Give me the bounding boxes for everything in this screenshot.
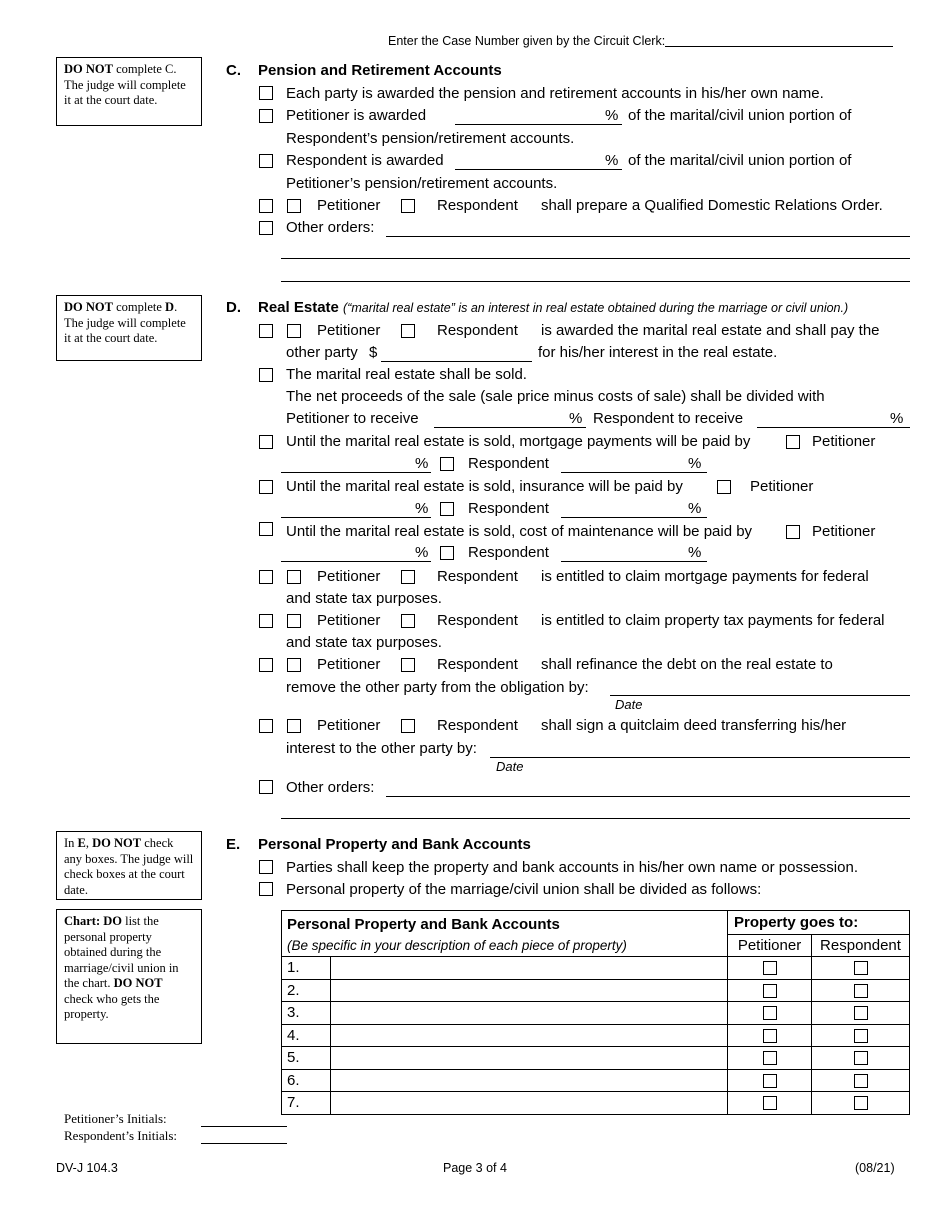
d-item8-text: shall refinance the debt on the real estate to (541, 656, 833, 673)
d-item4-petitioner-percent-field[interactable] (281, 517, 431, 518)
petitioner-checkbox[interactable] (763, 1006, 777, 1020)
c-other-orders-checkbox[interactable] (259, 221, 273, 235)
row-number: 1. (282, 957, 331, 980)
d-item8-checkbox[interactable] (259, 658, 273, 672)
property-description-field[interactable] (330, 1092, 727, 1115)
table-row (282, 1092, 910, 1115)
table-row (282, 1069, 910, 1092)
d-item4-respondent-checkbox[interactable] (440, 502, 454, 516)
d-item3-text: Until the marital real estate is sold, mortgage payments will be paid by (286, 433, 751, 450)
d-item3-checkbox[interactable] (259, 435, 273, 449)
d-other-orders-checkbox[interactable] (259, 780, 273, 794)
c-other-orders-label: Other orders: (286, 219, 375, 236)
d-item2-respondent-receive: Respondent to receive (593, 410, 744, 427)
respondent-label: Respondent (437, 612, 518, 629)
d-item4-text: Until the marital real estate is sold, insurance will be paid by (286, 478, 683, 495)
respondent-cell (812, 1024, 910, 1047)
c-item4-respondent-checkbox[interactable] (401, 199, 415, 213)
section-e-title: Personal Property and Bank Accounts (258, 836, 531, 853)
d-item8-respondent-checkbox[interactable] (401, 658, 415, 672)
page-number: Page 3 of 4 (443, 1161, 507, 1175)
row-number: 4. (282, 1024, 331, 1047)
respondent-label: Respondent (468, 500, 549, 517)
d-item5-petitioner-checkbox[interactable] (786, 525, 800, 539)
d-item6-respondent-checkbox[interactable] (401, 570, 415, 584)
d-item1-respondent-checkbox[interactable] (401, 324, 415, 338)
c-item2-label: Petitioner is awarded (286, 107, 427, 124)
c-other-orders-field[interactable] (386, 236, 910, 237)
property-description-field[interactable] (330, 957, 727, 980)
respondent-checkbox[interactable] (854, 1029, 868, 1043)
respondent-label: Respondent (468, 544, 549, 561)
petitioner-label: Petitioner (750, 478, 814, 495)
d-item2-petitioner-receive: Petitioner to receive (286, 410, 419, 427)
case-number-label: Enter the Case Number given by the Circuit Clerk: (388, 34, 666, 48)
table-header-row (282, 911, 910, 935)
petitioner-label: Petitioner (317, 656, 381, 673)
property-description-field[interactable] (330, 1047, 727, 1070)
d-item1-petitioner-checkbox[interactable] (287, 324, 301, 338)
petitioner-label: Petitioner (317, 197, 381, 214)
section-d-letter: D. (226, 299, 241, 316)
petitioner-cell (728, 1024, 812, 1047)
respondent-label: Respondent (468, 455, 549, 472)
respondent-checkbox[interactable] (854, 1051, 868, 1065)
d-item3-respondent-percent-field[interactable] (561, 472, 707, 473)
d-item2-checkbox[interactable] (259, 368, 273, 382)
e-item2-checkbox[interactable] (259, 882, 273, 896)
note-section-c: DO NOT complete C. The judge will complete it at the court date. (56, 57, 202, 126)
d-item1-text: is awarded the marital real estate and shall pay the (541, 322, 880, 339)
percent-sign: % (688, 455, 702, 472)
c-item2-percent-field[interactable] (455, 124, 622, 125)
d-item6-checkbox[interactable] (259, 570, 273, 584)
note-section-e: In E, DO NOT check any boxes. The judge will check boxes at the court date. (56, 831, 202, 900)
petitioner-label: Petitioner (317, 568, 381, 585)
petitioner-cell (728, 1069, 812, 1092)
respondent-label: Respondent (437, 197, 518, 214)
percent-sign: % (688, 544, 702, 561)
d-item9-petitioner-checkbox[interactable] (287, 719, 301, 733)
petitioner-cell (728, 979, 812, 1002)
d-other-orders-label: Other orders: (286, 779, 375, 796)
d-item7-text: is entitled to claim property tax payments for federal (541, 612, 885, 629)
percent-sign: % (415, 455, 429, 472)
d-item5-respondent-percent-field[interactable] (561, 561, 707, 562)
percent-sign: % (688, 500, 702, 517)
respondent-cell (812, 979, 910, 1002)
section-c-title: Pension and Retirement Accounts (258, 62, 502, 79)
respondent-cell (812, 1092, 910, 1115)
c-item3-label: Respondent is awarded (286, 152, 444, 169)
d-item5-petitioner-percent-field[interactable] (281, 561, 431, 562)
c-item1-text: Each party is awarded the pension and retirement accounts in his/her own name. (286, 85, 824, 102)
c-item3-text-cont: Petitioner’s pension/retirement accounts. (286, 175, 558, 192)
note-section-d: DO NOT complete D. The judge will complete it at the court date. (56, 295, 202, 361)
respondent-initials-field[interactable] (201, 1143, 287, 1144)
c-item1-checkbox[interactable] (259, 86, 273, 100)
percent-sign: % (605, 107, 619, 124)
respondent-checkbox[interactable] (854, 1096, 868, 1110)
respondent-cell (812, 1069, 910, 1092)
respondent-cell (812, 1002, 910, 1025)
respondent-cell (812, 1047, 910, 1070)
petitioner-checkbox[interactable] (763, 1029, 777, 1043)
property-table (281, 910, 910, 1115)
note-chart: Chart: DO list the personal property obtained during the marriage/civil union in the chart. DO NOT check who gets the property. (56, 909, 202, 1044)
date-label: Date (615, 697, 643, 712)
form-number: DV-J 104.3 (56, 1161, 118, 1175)
d-item5-text: Until the marital real estate is sold, cost of maintenance will be paid by (286, 523, 753, 540)
row-number: 6. (282, 1069, 331, 1092)
respondent-checkbox[interactable] (854, 1006, 868, 1020)
c-item4-checkbox[interactable] (259, 199, 273, 213)
petitioner-checkbox[interactable] (763, 1074, 777, 1088)
d-other-orders-field-2[interactable] (281, 818, 910, 819)
petitioner-checkbox[interactable] (763, 961, 777, 975)
c-item3-text: of the marital/civil union portion of (628, 152, 852, 169)
property-description-field[interactable] (330, 1024, 727, 1047)
d-item2-text: The marital real estate shall be sold. (286, 366, 527, 383)
e-item2-text: Personal property of the marriage/civil union shall be divided as follows: (286, 881, 762, 898)
respondent-label: Respondent (437, 322, 518, 339)
respondent-checkbox[interactable] (854, 961, 868, 975)
d-item9-text: shall sign a quitclaim deed transferring his/her (541, 717, 847, 734)
petitioner-label: Petitioner (812, 433, 876, 450)
petitioner-cell (728, 1092, 812, 1115)
property-description-field[interactable] (330, 979, 727, 1002)
petitioner-label: Petitioner (317, 717, 381, 734)
table-header: Personal Property and Bank Accounts (282, 911, 728, 935)
d-item4-petitioner-checkbox[interactable] (717, 480, 731, 494)
d-item2-respondent-percent-field[interactable] (757, 427, 910, 428)
d-item5-respondent-checkbox[interactable] (440, 546, 454, 560)
section-e-letter: E. (226, 836, 241, 853)
d-item6-text-b: and state tax purposes. (286, 590, 442, 607)
d-item9-respondent-checkbox[interactable] (401, 719, 415, 733)
d-item3-petitioner-percent-field[interactable] (281, 472, 431, 473)
c-item4-text: shall prepare a Qualified Domestic Relations Order. (541, 197, 883, 214)
respondent-column-header: Respondent (812, 934, 910, 957)
row-number: 3. (282, 1002, 331, 1025)
table-row (282, 1024, 910, 1047)
petitioner-checkbox[interactable] (763, 1096, 777, 1110)
respondent-label: Respondent (437, 568, 518, 585)
d-item9-checkbox[interactable] (259, 719, 273, 733)
table-row (282, 957, 910, 980)
table-row (282, 1002, 910, 1025)
d-other-orders-field[interactable] (386, 796, 910, 797)
table-subheader: (Be specific in your description of each piece of property) (282, 934, 728, 957)
dollar-sign: $ (369, 344, 378, 361)
petitioner-initials-field[interactable] (201, 1126, 287, 1127)
respondent-checkbox[interactable] (854, 1074, 868, 1088)
d-item3-respondent-checkbox[interactable] (440, 457, 454, 471)
petitioner-cell (728, 957, 812, 980)
d-item4-respondent-percent-field[interactable] (561, 517, 707, 518)
row-number: 5. (282, 1047, 331, 1070)
c-item2-text-cont: Respondent’s pension/retirement accounts. (286, 130, 575, 147)
respondent-checkbox[interactable] (854, 984, 868, 998)
petitioner-label: Petitioner (812, 523, 876, 540)
percent-sign: % (415, 500, 429, 517)
e-item1-text: Parties shall keep the property and bank accounts in his/her own name or possession. (286, 859, 858, 876)
petitioner-label: Petitioner (317, 322, 381, 339)
section-c-letter: C. (226, 62, 241, 79)
property-description-field[interactable] (330, 1069, 727, 1092)
property-goes-to-header: Property goes to: (728, 911, 910, 935)
c-item3-percent-field[interactable] (455, 169, 622, 170)
petitioner-checkbox[interactable] (763, 984, 777, 998)
d-item1-checkbox[interactable] (259, 324, 273, 338)
respondent-cell (812, 957, 910, 980)
d-item4-checkbox[interactable] (259, 480, 273, 494)
c-item2-text: of the marital/civil union portion of (628, 107, 852, 124)
case-number-field[interactable] (665, 46, 893, 47)
c-other-orders-field-2[interactable] (281, 258, 910, 259)
c-item2-checkbox[interactable] (259, 109, 273, 123)
d-item8-text-b: remove the other party from the obligation by: (286, 679, 589, 696)
table-subheader-row (282, 934, 910, 957)
d-item1-text-c: for his/her interest in the real estate. (538, 344, 778, 361)
d-item5-checkbox[interactable] (259, 522, 273, 536)
d-item7-respondent-checkbox[interactable] (401, 614, 415, 628)
d-item7-text-b: and state tax purposes. (286, 634, 442, 651)
d-item2-petitioner-percent-field[interactable] (434, 427, 586, 428)
d-item9-date-field[interactable] (490, 757, 910, 758)
petitioner-checkbox[interactable] (763, 1051, 777, 1065)
d-item6-text: is entitled to claim mortgage payments for federal (541, 568, 869, 585)
d-item1-amount-field[interactable] (381, 361, 532, 362)
petitioner-initials-label: Petitioner’s Initials: (64, 1111, 167, 1126)
revision-date: (08/21) (855, 1161, 895, 1175)
d-item1-text-b: other party (286, 344, 358, 361)
percent-sign: % (605, 152, 619, 169)
property-description-field[interactable] (330, 1002, 727, 1025)
percent-sign: % (890, 410, 904, 427)
c-other-orders-field-3[interactable] (281, 281, 910, 282)
row-number: 2. (282, 979, 331, 1002)
date-label: Date (496, 759, 524, 774)
d-item2-text-b: The net proceeds of the sale (sale price minus costs of sale) shall be divided with (286, 388, 825, 405)
table-row (282, 1047, 910, 1070)
d-item3-petitioner-checkbox[interactable] (786, 435, 800, 449)
respondent-label: Respondent (437, 656, 518, 673)
d-item8-date-field[interactable] (610, 695, 910, 696)
d-item6-petitioner-checkbox[interactable] (287, 570, 301, 584)
section-d-title-row: Real Estate (“marital real estate” is an interest in real estate obtained during the marriage or civil union.) (258, 299, 849, 316)
petitioner-column-header: Petitioner (728, 934, 812, 957)
d-item8-petitioner-checkbox[interactable] (287, 658, 301, 672)
petitioner-cell (728, 1002, 812, 1025)
row-number: 7. (282, 1092, 331, 1115)
c-item3-checkbox[interactable] (259, 154, 273, 168)
d-item7-checkbox[interactable] (259, 614, 273, 628)
petitioner-label: Petitioner (317, 612, 381, 629)
percent-sign: % (569, 410, 583, 427)
d-item9-text-b: interest to the other party by: (286, 740, 477, 757)
respondent-label: Respondent (437, 717, 518, 734)
respondent-initials-label: Respondent’s Initials: (64, 1128, 178, 1143)
petitioner-cell (728, 1047, 812, 1070)
table-row (282, 979, 910, 1002)
percent-sign: % (415, 544, 429, 561)
d-item7-petitioner-checkbox[interactable] (287, 614, 301, 628)
e-item1-checkbox[interactable] (259, 860, 273, 874)
c-item4-petitioner-checkbox[interactable] (287, 199, 301, 213)
